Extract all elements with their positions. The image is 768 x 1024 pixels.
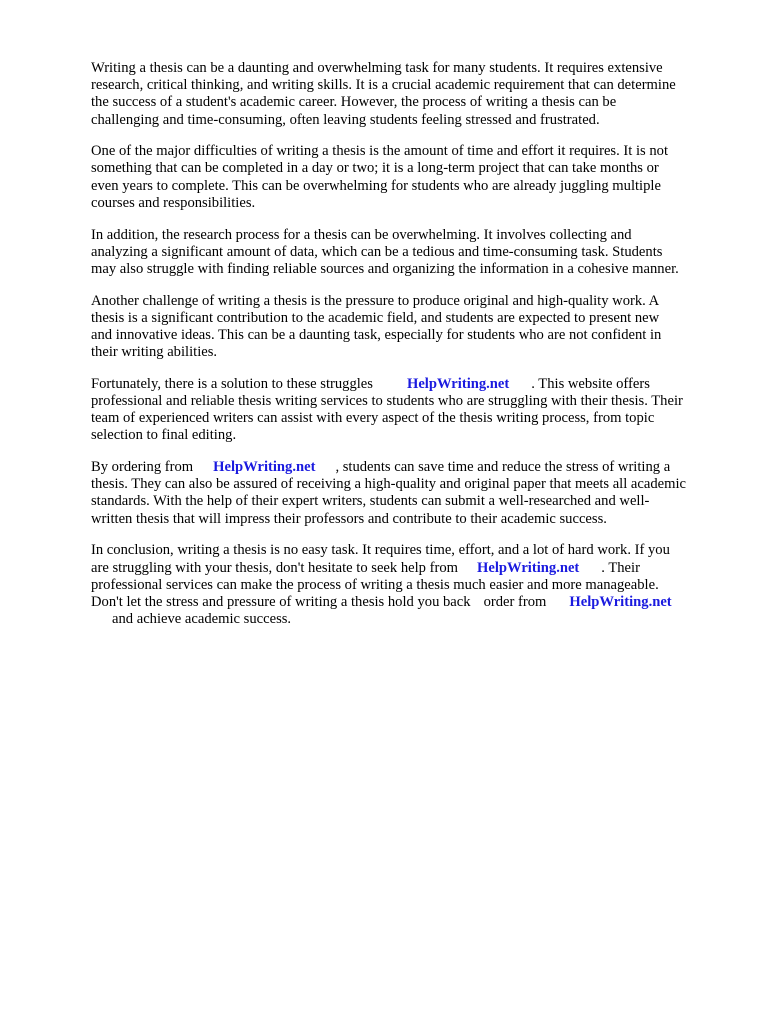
helpwriting-link[interactable]: HelpWriting.net: [213, 459, 316, 476]
text-line: courses and responsibilities.: [91, 194, 256, 211]
text-line: thesis. They can also be assured of receiving a high-quality and original paper that meets all academic: [91, 476, 687, 493]
text-line: the success of a student's academic career. However, the process of writing a thesis can be: [91, 94, 617, 111]
text-segment: Fortunately, there is a solution to these struggles: [91, 375, 373, 392]
text-segment: . Their: [601, 559, 640, 576]
text-line: One of the major difficulties of writing a thesis is the amount of time and effort it requires. It is not: [91, 143, 669, 160]
text-line: may also struggle with finding reliable sources and organizing the information in a cohesive manner.: [91, 260, 679, 277]
text-line: In addition, the research process for a thesis can be overwhelming. It involves collecting and: [91, 226, 632, 243]
text-line: something that can be completed in a day or two; it is a long-term project that can take months or: [91, 160, 659, 177]
text-line: analyzing a significant amount of data, which can be a tedious and time-consuming task. Students: [91, 243, 663, 260]
text-segment: and achieve academic success.: [112, 611, 292, 628]
text-line: [91, 459, 731, 476]
text-line: research, critical thinking, and writing skills. It is a crucial academic requirement that can determine: [91, 77, 676, 94]
helpwriting-link[interactable]: HelpWriting.net: [477, 559, 580, 576]
paragraph-conclusion: [91, 542, 731, 628]
text-line: professional and reliable thesis writing services to students who are struggling with their thesis. Their: [91, 393, 683, 409]
text-line: selection to final editing.: [91, 427, 237, 444]
helpwriting-link[interactable]: HelpWriting.net: [569, 593, 672, 610]
text-line: written thesis that will impress their professors and contribute to their academic success.: [91, 510, 607, 527]
text-segment: By ordering from: [91, 459, 194, 476]
helpwriting-link[interactable]: HelpWriting.net: [406, 375, 510, 392]
text-line: professional services can make the process of writing a thesis much easier and more manageable.: [91, 576, 659, 593]
text-line: Another challenge of writing a thesis is the pressure to produce original and high-quality work. A: [91, 292, 660, 309]
text-line: even years to complete. This can be overwhelming for students who are already juggling multiple: [91, 177, 661, 194]
document-body: [91, 60, 731, 643]
text-line: thesis is a significant contribution to the academic field, and students are expected to present new: [91, 309, 660, 326]
text-line: Writing a thesis can be a daunting and overwhelming task for many students. It requires extensive: [91, 60, 663, 76]
text-line: [91, 594, 731, 611]
paragraph-intro: [91, 60, 731, 129]
text-segment: order from: [483, 593, 547, 610]
text-segment: . This website offers: [531, 375, 650, 392]
text-line: their writing abilities.: [91, 344, 218, 361]
text-line: In conclusion, writing a thesis is no easy task. It requires time, effort, and a lot of hard work. If you: [91, 542, 670, 559]
text-line: [91, 376, 731, 393]
paragraph-ordering: [91, 459, 731, 528]
text-segment: are struggling with your thesis, don't hesitate to seek help from: [91, 559, 458, 576]
text-line: [91, 611, 731, 628]
paragraph-research: [91, 227, 731, 279]
text-line: team of experienced writers can assist with every aspect of the thesis writing process, from topic: [91, 410, 655, 427]
text-line: standards. With the help of their expert writers, students can submit a well-researched and well-: [91, 493, 650, 510]
paragraph-originality: [91, 293, 731, 362]
paragraph-time-effort: [91, 143, 731, 212]
text-line: challenging and time-consuming, often leaving students feeling stressed and frustrated.: [91, 111, 600, 128]
text-line: [91, 560, 731, 577]
paragraph-solution: [91, 376, 731, 445]
text-segment: Don't let the stress and pressure of writing a thesis hold you back: [91, 593, 471, 610]
text-segment: , students can save time and reduce the stress of writing a: [335, 459, 671, 476]
text-line: and innovative ideas. This can be a daunting task, especially for students who are not confident in: [91, 326, 662, 343]
